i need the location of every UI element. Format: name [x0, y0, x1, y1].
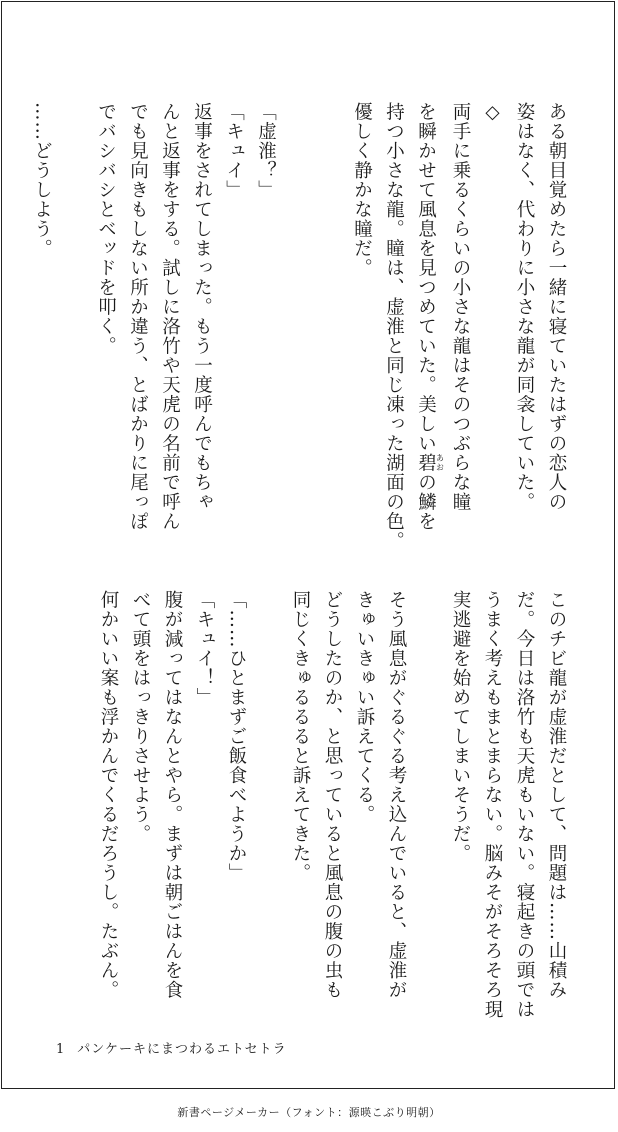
text-line: 持つ小さな龍。瞳は、虚淮と同じ凍った湖面の色。 — [383, 102, 405, 551]
text-line: 実逃避を始めてしまいそうだ。 — [450, 590, 471, 863]
book-title: パンケーキにまつわるエトセトラ — [77, 1042, 287, 1057]
lower-text-block — [92, 590, 572, 1019]
text-line: 「キュイ！」 — [194, 590, 215, 707]
text-line: どうしたのか、と思っていると風息の腹の虫も — [322, 590, 343, 1000]
text-line: 返事をされてしまった。もう一度呼んでもちゃ — [191, 102, 213, 512]
text-line: を瞬かせて風息を見つめていた。美しい碧 あおの鱗を — [415, 102, 445, 531]
book-page — [1, 1, 615, 1089]
ruby-annotation: 碧 あお — [415, 453, 445, 473]
text-line: 両手に乗るくらいの小さな龍はそのつぶらな瞳 — [450, 102, 471, 512]
text-line: 姿はなく、代わりに小さな龍が同衾していた。 — [514, 102, 535, 512]
text-line: きゅいきゅい訴えてくる。 — [354, 590, 375, 824]
text-line: んと返事をする。試しに洛竹や天虎の名前で呼ん — [159, 102, 181, 531]
text-line: うまく考えもまとまらない。脳みそがそろそろ現 — [482, 590, 503, 1019]
text-line — [282, 102, 314, 103]
text-line: ある朝目覚めたら一緒に寝ていたはずの恋人の — [546, 102, 567, 512]
text-line: 腹が減ってはなんとやら。まずは朝ごはんを食 — [162, 590, 183, 1000]
text-line: そう風息がぐるぐる考え込んでいると、虚淮が — [386, 590, 407, 1000]
text-line: このチビ龍が虚淮だとして、問題は……山積み — [546, 590, 567, 1000]
text-line: でも見向きもしない所か違う、とばかりに尾っぽ — [127, 102, 149, 531]
text-line: ◇ — [482, 102, 503, 124]
upper-text-block — [26, 102, 573, 551]
text-line: べて頭をはっきりさせよう。 — [130, 590, 151, 844]
text-line: 何かいい案も浮かんでくるだろうし。たぶん。 — [98, 590, 119, 1000]
text-line: でバシバシとベッドを叩く。 — [95, 102, 117, 356]
page-number: 1 — [56, 1042, 66, 1057]
text-line: 同じくきゅるるると訴えてきた。 — [290, 590, 311, 883]
text-line: 優しく静かな瞳だ。 — [351, 102, 373, 278]
text-line: 「虚淮？」 — [255, 102, 277, 200]
text-line — [58, 102, 90, 103]
page-footer — [56, 1038, 299, 1057]
text-line: 「……ひとまずご飯食べようか」 — [226, 590, 247, 883]
text-line: ……どうしよう。 — [31, 102, 53, 258]
text-line: 「キュイ」 — [223, 102, 245, 200]
text-line — [412, 590, 444, 591]
text-line — [252, 590, 284, 591]
text-line — [314, 102, 346, 103]
generator-credit: 新書ページメーカー（フォント：源暎こぶり明朝） — [177, 1106, 441, 1119]
text-line: だ。今日は洛竹も天虎もいない。寝起きの頭では — [514, 590, 535, 1019]
